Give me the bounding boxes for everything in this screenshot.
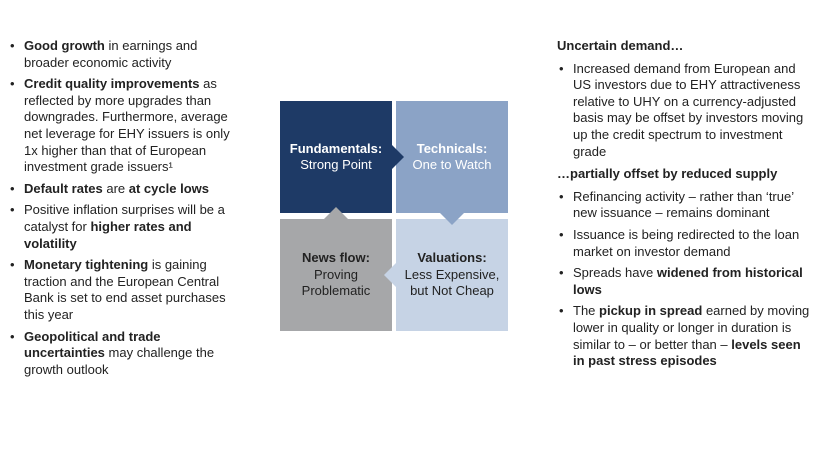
valuations-subtitle: Less Expensive, but Not Cheap xyxy=(404,266,500,299)
bullet-text: in earnings and broader economic activity xyxy=(24,38,198,70)
news-flow-subtitle: Proving Problematic xyxy=(301,266,371,299)
valuations-title: Valuations: xyxy=(417,250,487,266)
bullet-item xyxy=(557,227,815,260)
technicals-arrow-icon xyxy=(440,213,464,225)
fundamentals-title: Fundamentals: xyxy=(289,140,383,156)
bullet-bold-text: levels seen in past stress episodes xyxy=(573,336,801,369)
bullet-item xyxy=(557,189,815,222)
bullet-text: may challenge the growth outlook xyxy=(24,345,215,377)
bullet-text: Increased demand from European and US investors due to EHY attractiveness relative to UHY on a currency-adjusted basis may be offset by investors moving up the credit spectrum to investment grade xyxy=(573,60,804,159)
quadrant-diagram xyxy=(280,101,508,331)
bullet-item xyxy=(8,257,233,323)
bullet-bold-text: at cycle lows xyxy=(128,180,209,196)
fundamentals-subtitle: Strong Point xyxy=(300,157,372,172)
bullet-text: as reflected by more upgrades than downgrades. Furthermore, average net leverage for EHY issuers is only 1x higher than that of European investment grade issuers¹ xyxy=(24,76,230,175)
demand-bullet-list xyxy=(557,61,815,161)
bullet-bold-text: widened from historical lows xyxy=(573,265,803,297)
bullet-bold-text: Default rates xyxy=(24,180,103,196)
bullet-text: are xyxy=(102,180,129,196)
right-bullet-column xyxy=(557,38,815,375)
bullet-text: Refinancing activity – rather than ‘true’ new issuance – remains dominant xyxy=(573,188,794,221)
bullet-bold-text: Credit quality improvements xyxy=(24,76,200,92)
technicals-subtitle: One to Watch xyxy=(412,157,492,172)
bullet-text: is gaining traction and the European Central Bank is set to end asset purchases this year xyxy=(24,257,226,322)
technicals-title: Technicals: xyxy=(416,140,488,156)
valuations-quadrant xyxy=(396,219,508,331)
bullet-bold-text: Good growth xyxy=(24,38,105,53)
bullet-text: Spreads have xyxy=(573,265,657,281)
reduced-supply-heading: …partially offset by reduced supply xyxy=(557,166,778,182)
bullet-item xyxy=(8,181,233,198)
bullet-text: Positive inflation surprises will be a catalyst for xyxy=(24,202,225,234)
news-flow-title: News flow: xyxy=(302,250,370,266)
bullet-item xyxy=(557,303,815,369)
bullet-item xyxy=(8,329,233,379)
fundamentals-quadrant xyxy=(280,101,392,213)
uncertain-demand-heading: Uncertain demand… xyxy=(557,38,684,53)
bullet-text: Issuance is being redirected to the loan market on investor demand xyxy=(573,226,800,259)
bullet-bold-text: pickup in spread xyxy=(599,303,703,319)
bullet-text: The xyxy=(573,303,600,319)
left-bullet-list xyxy=(8,38,233,378)
bullet-item xyxy=(557,265,815,298)
technicals-quadrant xyxy=(396,101,508,213)
bullet-item xyxy=(8,202,233,252)
bullet-item xyxy=(557,61,815,161)
bullet-bold-text: higher rates and volatility xyxy=(24,218,192,251)
bullet-item xyxy=(8,38,233,71)
bullet-text: earned by moving lower in quality or longer in duration is similar to – or better than – xyxy=(573,303,810,352)
fundamentals-arrow-icon xyxy=(392,145,404,169)
bullet-bold-text: Monetary tightening xyxy=(24,257,149,273)
bullet-bold-text: Geopolitical and trade uncertainties xyxy=(24,328,161,361)
left-bullet-column xyxy=(8,38,233,383)
supply-bullet-list xyxy=(557,189,815,370)
valuations-arrow-icon xyxy=(384,263,396,287)
news-flow-arrow-icon xyxy=(324,207,348,219)
news-flow-quadrant xyxy=(280,219,392,331)
bullet-item xyxy=(8,76,233,176)
